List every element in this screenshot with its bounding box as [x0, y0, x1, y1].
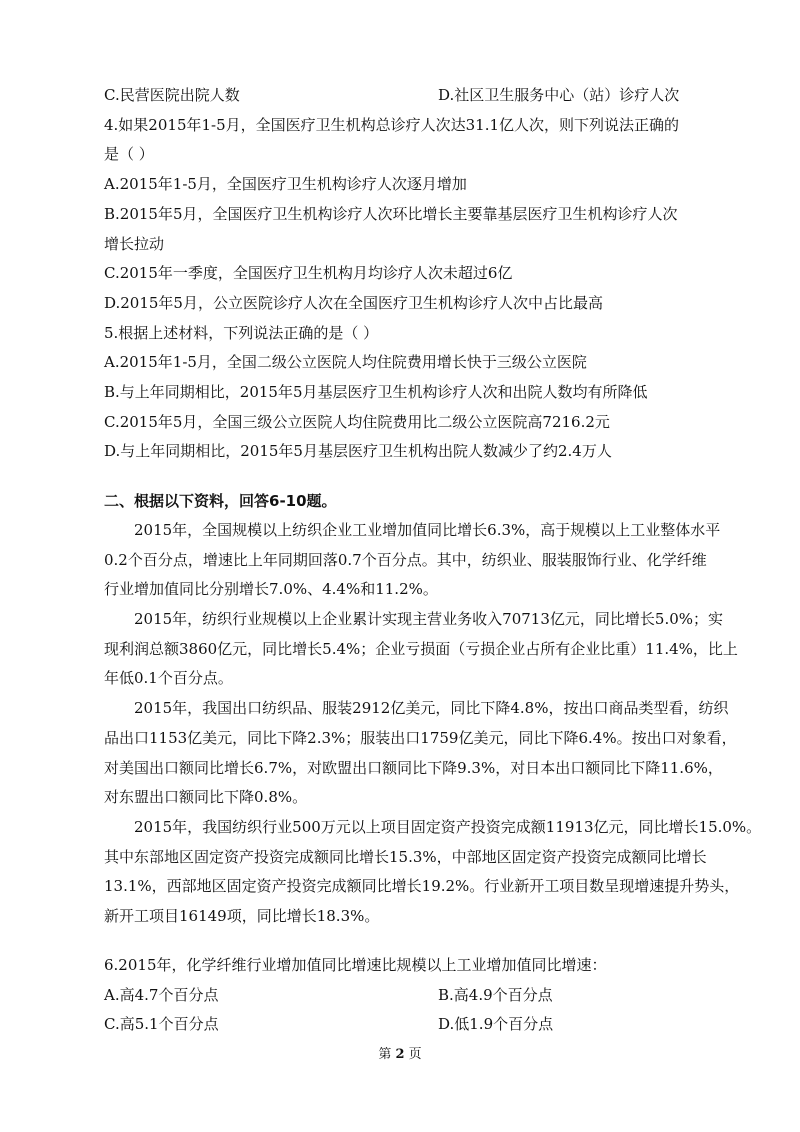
paragraph-3-line-1: 2015年，我国出口纺织品、服装2912亿美元，同比下降4.8%，按出口商品类型看，纺织: [134, 699, 729, 717]
q5-option-c: C.2015年5月，全国三级公立医院人均住院费用比二级公立医院高7216.2元: [104, 413, 610, 431]
page-label-prefix: 第: [378, 1047, 392, 1062]
paragraph-2-line-1: 2015年，纺织行业规模以上企业累计实现主营业务收入70713亿元，同比增长5.0%；实: [134, 610, 724, 628]
q6-stem: 6.2015年，化学纤维行业增加值同比增速比规模以上工业增加值同比增速：: [104, 956, 607, 974]
q4-option-a: A.2015年1-5月，全国医疗卫生机构诊疗人次逐月增加: [104, 175, 467, 193]
q6-option-d: D.低1.9个百分点: [438, 1015, 554, 1033]
page-label-suffix: 页: [408, 1047, 422, 1062]
q4-stem-line-2: 是（ ）: [104, 145, 154, 163]
q4-option-c: C.2015年一季度，全国医疗卫生机构月均诊疗人次未超过6亿: [104, 264, 513, 282]
paragraph-3-line-3: 对美国出口额同比增长6.7%，对欧盟出口额同比下降9.3%，对日本出口额同比下降11.6%，: [104, 759, 723, 777]
q6-option-c: C.高5.1个百分点: [104, 1015, 219, 1033]
paragraph-4-line-3: 13.1%，西部地区固定资产投资完成额同比增长19.2%。行业新开工项目数呈现增速提升势头，: [104, 877, 740, 895]
paragraph-1-line-1: 2015年，全国规模以上纺织企业工业增加值同比增长6.3%，高于规模以上工业整体水平: [134, 521, 721, 539]
q3-option-c: C.民营医院出院人数: [104, 86, 240, 104]
q4-stem-line-1: 4.如果2015年1-5月，全国医疗卫生机构总诊疗人次达31.1亿人次，则下列说法正确的: [104, 116, 680, 134]
paragraph-4-line-4: 新开工项目16149项，同比增长18.3%。: [104, 907, 380, 925]
paragraph-4-line-1: 2015年，我国纺织行业500万元以上项目固定资产投资完成额11913亿元，同比增长15.0%。: [134, 818, 762, 836]
q4-option-d: D.2015年5月，公立医院诊疗人次在全国医疗卫生机构诊疗人次中占比最高: [104, 294, 603, 312]
paragraph-2-line-3: 年低0.1个百分点。: [104, 669, 233, 687]
q5-stem: 5.根据上述材料，下列说法正确的是（ ）: [104, 324, 379, 342]
page-footer: [0, 1046, 800, 1064]
q4-option-b-line-2: 增长拉动: [104, 235, 165, 253]
paragraph-3-line-2: 品出口1153亿美元，同比下降2.3%；服装出口1759亿美元，同比下降6.4%。按出口对象看，: [104, 729, 737, 747]
q5-option-a: A.2015年1-5月，全国二级公立医院人均住院费用增长快于三级公立医院: [104, 353, 587, 371]
page-number: 2: [395, 1047, 405, 1062]
section-heading: 二、根据以下资料，回答6-10题。: [104, 492, 337, 510]
paragraph-1-line-2: 0.2个百分点，增速比上年同期回落0.7个百分点。其中，纺织业、服装服饰行业、化学纤维: [104, 551, 707, 569]
q4-option-b-line-1: B.2015年5月，全国医疗卫生机构诊疗人次环比增长主要靠基层医疗卫生机构诊疗人次: [104, 205, 678, 223]
paragraph-1-line-3: 行业增加值同比分别增长7.0%、4.4%和11.2%。: [104, 580, 438, 598]
paragraph-4-line-2: 其中东部地区固定资产投资完成额同比增长15.3%，中部地区固定资产投资完成额同比增长: [104, 848, 707, 866]
q6-option-b: B.高4.9个百分点: [438, 986, 553, 1004]
q3-option-d: D.社区卫生服务中心（站）诊疗人次: [438, 86, 680, 104]
q5-option-b: B.与上年同期相比，2015年5月基层医疗卫生机构诊疗人次和出院人数均有所降低: [104, 383, 648, 401]
q5-option-d: D.与上年同期相比，2015年5月基层医疗卫生机构出院人数减少了约2.4万人: [104, 442, 612, 460]
paragraph-2-line-2: 现利润总额3860亿元，同比增长5.4%；企业亏损面（亏损企业占所有企业比重）11.4%，比上: [104, 640, 738, 658]
paragraph-3-line-4: 对东盟出口额同比下降0.8%。: [104, 788, 308, 806]
q6-option-a: A.高4.7个百分点: [104, 986, 219, 1004]
